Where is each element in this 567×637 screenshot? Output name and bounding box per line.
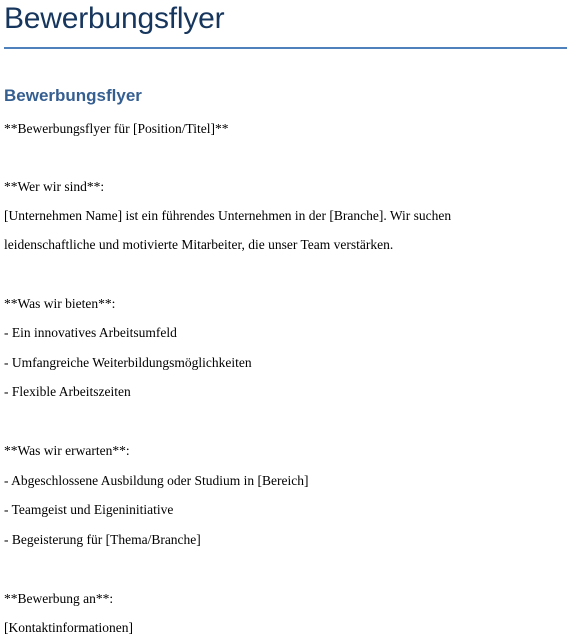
was-wir-bieten-heading: **Was wir bieten**: [4, 296, 116, 311]
offer-item-1: - Ein innovatives Arbeitsumfeld [4, 325, 177, 340]
offer-item-3: - Flexible Arbeitszeiten [4, 384, 131, 399]
expectation-item-2: - Teamgeist und Eigeninitiative [4, 502, 174, 517]
company-description-line-1: [Unternehmen Name] ist ein führendes Unternehmen in der [Branche]. Wir suchen [4, 208, 452, 223]
contact-info-line: [Kontaktinformationen] [4, 620, 133, 635]
section-heading: Bewerbungsflyer [4, 86, 142, 105]
was-wir-erwarten-heading: **Was wir erwarten**: [4, 443, 130, 458]
flyer-subtitle-line: **Bewerbungsflyer für [Position/Titel]** [4, 121, 229, 136]
offer-item-2: - Umfangreiche Weiterbildungsmöglichkeiten [4, 355, 252, 370]
company-description-line-2: leidenschaftliche und motivierte Mitarbeiter, die unser Team verstärken. [4, 237, 394, 252]
document-title: Bewerbungsflyer [4, 2, 225, 35]
title-underline [4, 47, 567, 49]
bewerbung-an-heading: **Bewerbung an**: [4, 591, 114, 606]
expectation-item-3: - Begeisterung für [Thema/Branche] [4, 532, 201, 547]
expectation-item-1: - Abgeschlossene Ausbildung oder Studium in [Bereich] [4, 473, 309, 488]
wer-wir-sind-heading: **Wer wir sind**: [4, 179, 105, 194]
